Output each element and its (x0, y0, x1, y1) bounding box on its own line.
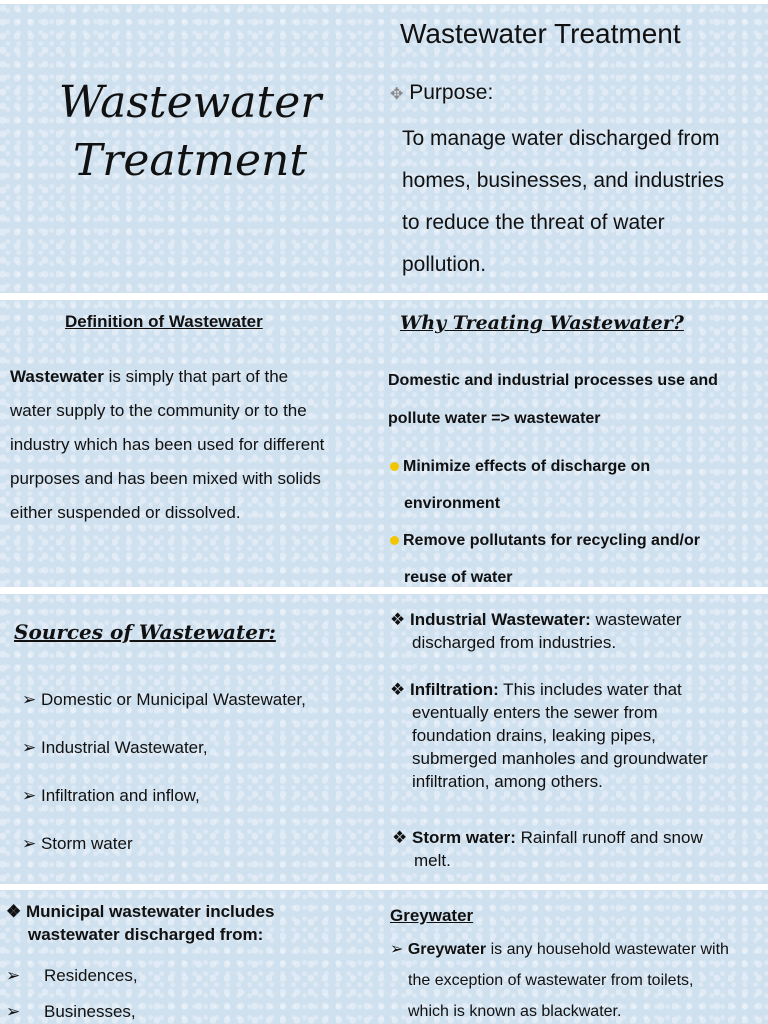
municipal-line (6, 900, 274, 923)
infiltration-cont: foundation drains, leaking pipes, (412, 726, 656, 745)
definition-line: industry which has been used for different (10, 435, 325, 454)
purpose-line: pollution. (402, 253, 487, 276)
script-title-line1: Wastewater (58, 77, 322, 128)
diamond-bullet-icon: ❖ (390, 680, 406, 699)
slide1-heading: Wastewater Treatment (400, 18, 681, 49)
slide-1 (0, 4, 768, 293)
why-bullet-line: Remove pollutants for recycling and/or (403, 532, 700, 549)
diamond-bullet-icon: ❖ (6, 902, 22, 921)
purpose-line: homes, businesses, and industries (402, 169, 725, 192)
definition-line (10, 360, 324, 394)
storm-rest: Rainfall runoff and snow (515, 828, 703, 847)
why-bullets (390, 448, 700, 587)
definition-heading: Definition of Wastewater (65, 312, 263, 331)
why-heading: Why Treating Wastewater? (400, 312, 684, 334)
infiltration-line (390, 678, 708, 701)
purpose-label: Purpose: (409, 81, 494, 104)
script-title-line2: Treatment (72, 135, 308, 186)
source-item-label: Storm water (40, 834, 133, 853)
sources-list (22, 676, 306, 868)
diamond-bullet-icon: ❖ (392, 828, 408, 847)
diamond-bullet-icon: ✥ (390, 86, 404, 103)
municipal-block (6, 900, 274, 946)
definition-line1-rest: is simply that part of the (103, 367, 289, 386)
municipal-line2: wastewater discharged from: (28, 925, 264, 944)
greywater-cont: which is known as blackwater. (408, 1003, 622, 1020)
purpose-line: To manage water discharged from (402, 127, 720, 150)
greywater-term: Greywater (407, 941, 487, 958)
why-bullet-cont: reuse of water (404, 569, 513, 586)
industrial-block (390, 608, 681, 654)
municipal-item-label: Businesses, (44, 1002, 136, 1021)
source-item (22, 724, 306, 772)
industrial-term: Industrial Wastewater: (410, 610, 591, 629)
greywater-rest: is any household wastewater with (486, 941, 729, 958)
greywater-text (390, 934, 729, 1024)
definition-bold-term: Wastewater (10, 367, 104, 386)
definition-line: either suspended or dissolved. (10, 503, 241, 522)
industrial-rest: wastewater (590, 610, 682, 629)
arrow-bullet-icon: ➢ (22, 690, 41, 709)
yellow-dot-icon (390, 536, 399, 545)
arrow-bullet-icon: ➢ (22, 834, 41, 853)
arrow-bullet-icon: ➢ (22, 786, 41, 805)
municipal-item (6, 994, 138, 1024)
municipal-line1: Municipal wastewater includes (26, 902, 275, 921)
infiltration-cont: submerged manholes and groundwater (412, 749, 708, 768)
source-item-label: Industrial Wastewater, (40, 738, 208, 757)
industrial-line (390, 608, 681, 631)
why-bullet (390, 522, 700, 559)
why-bullet-line: Minimize effects of discharge on (403, 458, 651, 475)
why-bullet-cont: environment (404, 495, 501, 512)
purpose-text (402, 118, 724, 286)
source-item-label: Domestic or Municipal Wastewater, (40, 690, 306, 709)
why-intro (388, 362, 718, 438)
why-intro-line: pollute water => wastewater (388, 410, 601, 427)
slide-3 (0, 594, 768, 884)
infiltration-rest: This includes water that (498, 680, 682, 699)
greywater-line (390, 934, 729, 965)
slide1-script-title (20, 74, 360, 190)
slide-2 (0, 300, 768, 587)
why-intro-line: Domestic and industrial processes use and (388, 372, 718, 389)
infiltration-term: Infiltration: (410, 680, 499, 699)
greywater-heading: Greywater (390, 906, 474, 925)
definition-text (10, 360, 324, 530)
slide-4 (0, 890, 768, 1024)
definition-line: water supply to the community or to the (10, 401, 307, 420)
diamond-bullet-icon: ❖ (390, 610, 406, 629)
source-item (22, 820, 306, 868)
why-bullet (390, 448, 700, 485)
source-item (22, 676, 306, 724)
sources-heading: Sources of Wastewater: (14, 620, 276, 644)
infiltration-block (390, 678, 708, 793)
municipal-item (6, 958, 138, 994)
source-item-label: Infiltration and inflow, (40, 786, 200, 805)
storm-line2: melt. (414, 851, 451, 870)
infiltration-cont: eventually enters the sewer from (412, 703, 658, 722)
greywater-cont: the exception of wastewater from toilets, (408, 972, 694, 989)
purpose-line: to reduce the threat of water (402, 211, 665, 234)
definition-line: purposes and has been mixed with solids (10, 469, 321, 488)
industrial-line2: discharged from industries. (412, 633, 617, 652)
storm-line (392, 826, 703, 849)
municipal-item-label: Residences, (44, 966, 138, 985)
yellow-dot-icon (390, 462, 399, 471)
municipal-items (6, 958, 138, 1024)
storm-block (392, 826, 703, 872)
infiltration-cont: infiltration, among others. (412, 772, 603, 791)
arrow-bullet-icon: ➢ (6, 966, 21, 985)
purpose-label-row (390, 72, 493, 116)
storm-term: Storm water: (412, 828, 516, 847)
arrow-bullet-icon: ➢ (6, 1002, 21, 1021)
arrow-bullet-icon: ➢ (390, 941, 408, 958)
source-item (22, 772, 306, 820)
arrow-bullet-icon: ➢ (22, 738, 41, 757)
